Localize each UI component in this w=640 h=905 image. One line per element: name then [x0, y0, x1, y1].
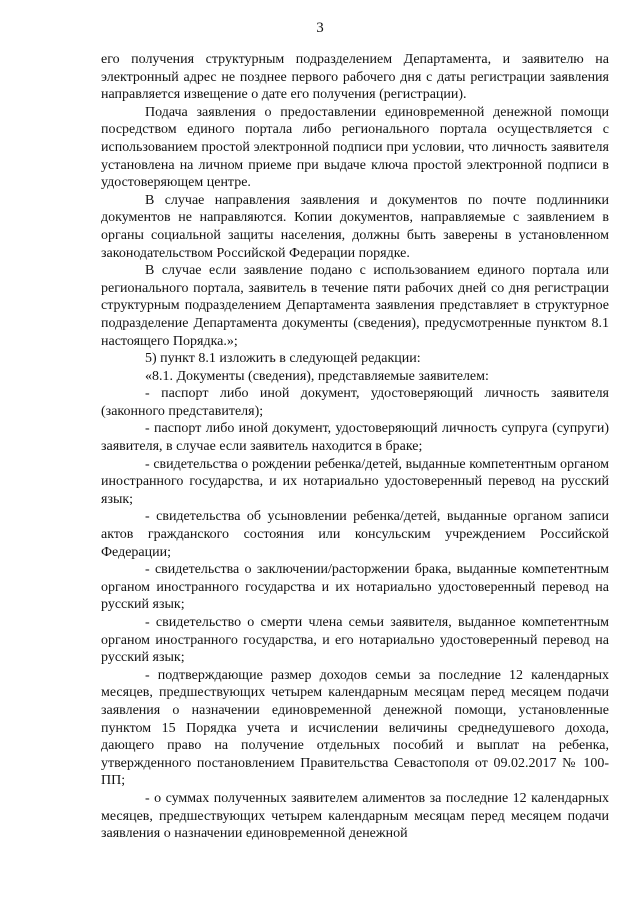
document-body [101, 51, 609, 843]
list-item-spouse-passport: - паспорт либо иной документ, удостоверяющий личность супруга (супруги) заявителя, в случае если заявитель находится в браке; [101, 421, 609, 455]
paragraph-clause-8-1-heading: «8.1. Документы (сведения), представляемые заявителем: [145, 368, 489, 384]
paragraph-registration-notice: его получения структурным подразделением Департамента, и заявителю на электронный адрес не позднее первого рабочего дня с даты регистрации заявления направляется извещение о дате его получения (регистрации). [101, 52, 609, 103]
list-item-adoption-certificates: - свидетельства об усыновлении ребенка/детей, выданные органом записи актов гражданского состояния или консульским учреждением Российской Федерации; [101, 509, 609, 560]
list-item-marriage-certificates: - свидетельства о заключении/расторжении брака, выданные компетентным органом иностранного государства и их нотариально удостоверенный перевод на русский язык; [101, 562, 609, 613]
paragraph-portal-submission: В случае если заявление подано с использованием единого портала или регионального портала, заявитель в течение пяти рабочих дней со дня регистрации структурным подразделением Департамента заявления представляет в структурное подразделение Департамента документы (сведения), предусмотренные пунктом 8.1 настоящего Порядка.»; [101, 263, 609, 349]
list-item-death-certificate: - свидетельство о смерти члена семьи заявителя, выданное компетентным органом иностранного государства, и его нотариально удостоверенный перевод на русский язык; [101, 615, 609, 666]
page-number: 3 [316, 20, 324, 36]
paragraph-postal-submission: В случае направления заявления и документов по почте подлинники документов не направляются. Копии документов, направляемые с заявлением в органы социальной защиты населения, должны быть заверены в установленном законодательством Российской Федерации порядке. [101, 192, 609, 261]
paragraph-electronic-signature: Подача заявления о предоставлении единовременной денежной помощи посредством единого портала либо регионального портала осуществляется с использованием простой электронной подписи при условии, что личность заявителя установлена на личном приеме при выдаче ключа простой электронной подписи в удостоверяющем центре. [101, 104, 609, 191]
paragraph-amendment-item-5: 5) пункт 8.1 изложить в следующей редакции: [145, 351, 421, 367]
list-item-applicant-passport: - паспорт либо иной документ, удостоверяющий личность заявителя (законного представителя); [101, 386, 609, 419]
list-item-birth-certificates: - свидетельства о рождении ребенка/детей, выданные компетентным органом иностранного государства, и их нотариально удостоверенный перевод на русский язык; [101, 456, 609, 507]
list-item-alimony-documents: - о суммах полученных заявителем алиментов за последние 12 календарных месяцев, предшествующих четырем календарным месяцам перед месяцем подачи заявления о назначении единовременной денежной [101, 790, 609, 842]
list-item-income-documents: - подтверждающие размер доходов семьи за последние 12 календарных месяцев, предшествующих четырем календарным месяцам перед месяцем подачи заявления о назначении единовременной денежной помощи, установленные пунктом 15 Порядка учета и исчислении величины среднедушевого дохода, дающего право на получение отдельных пособий и выплат на ребенка, утвержденного постановлением Правительства Севастополя от 09.02.2017 № 100-ПП; [101, 667, 609, 789]
